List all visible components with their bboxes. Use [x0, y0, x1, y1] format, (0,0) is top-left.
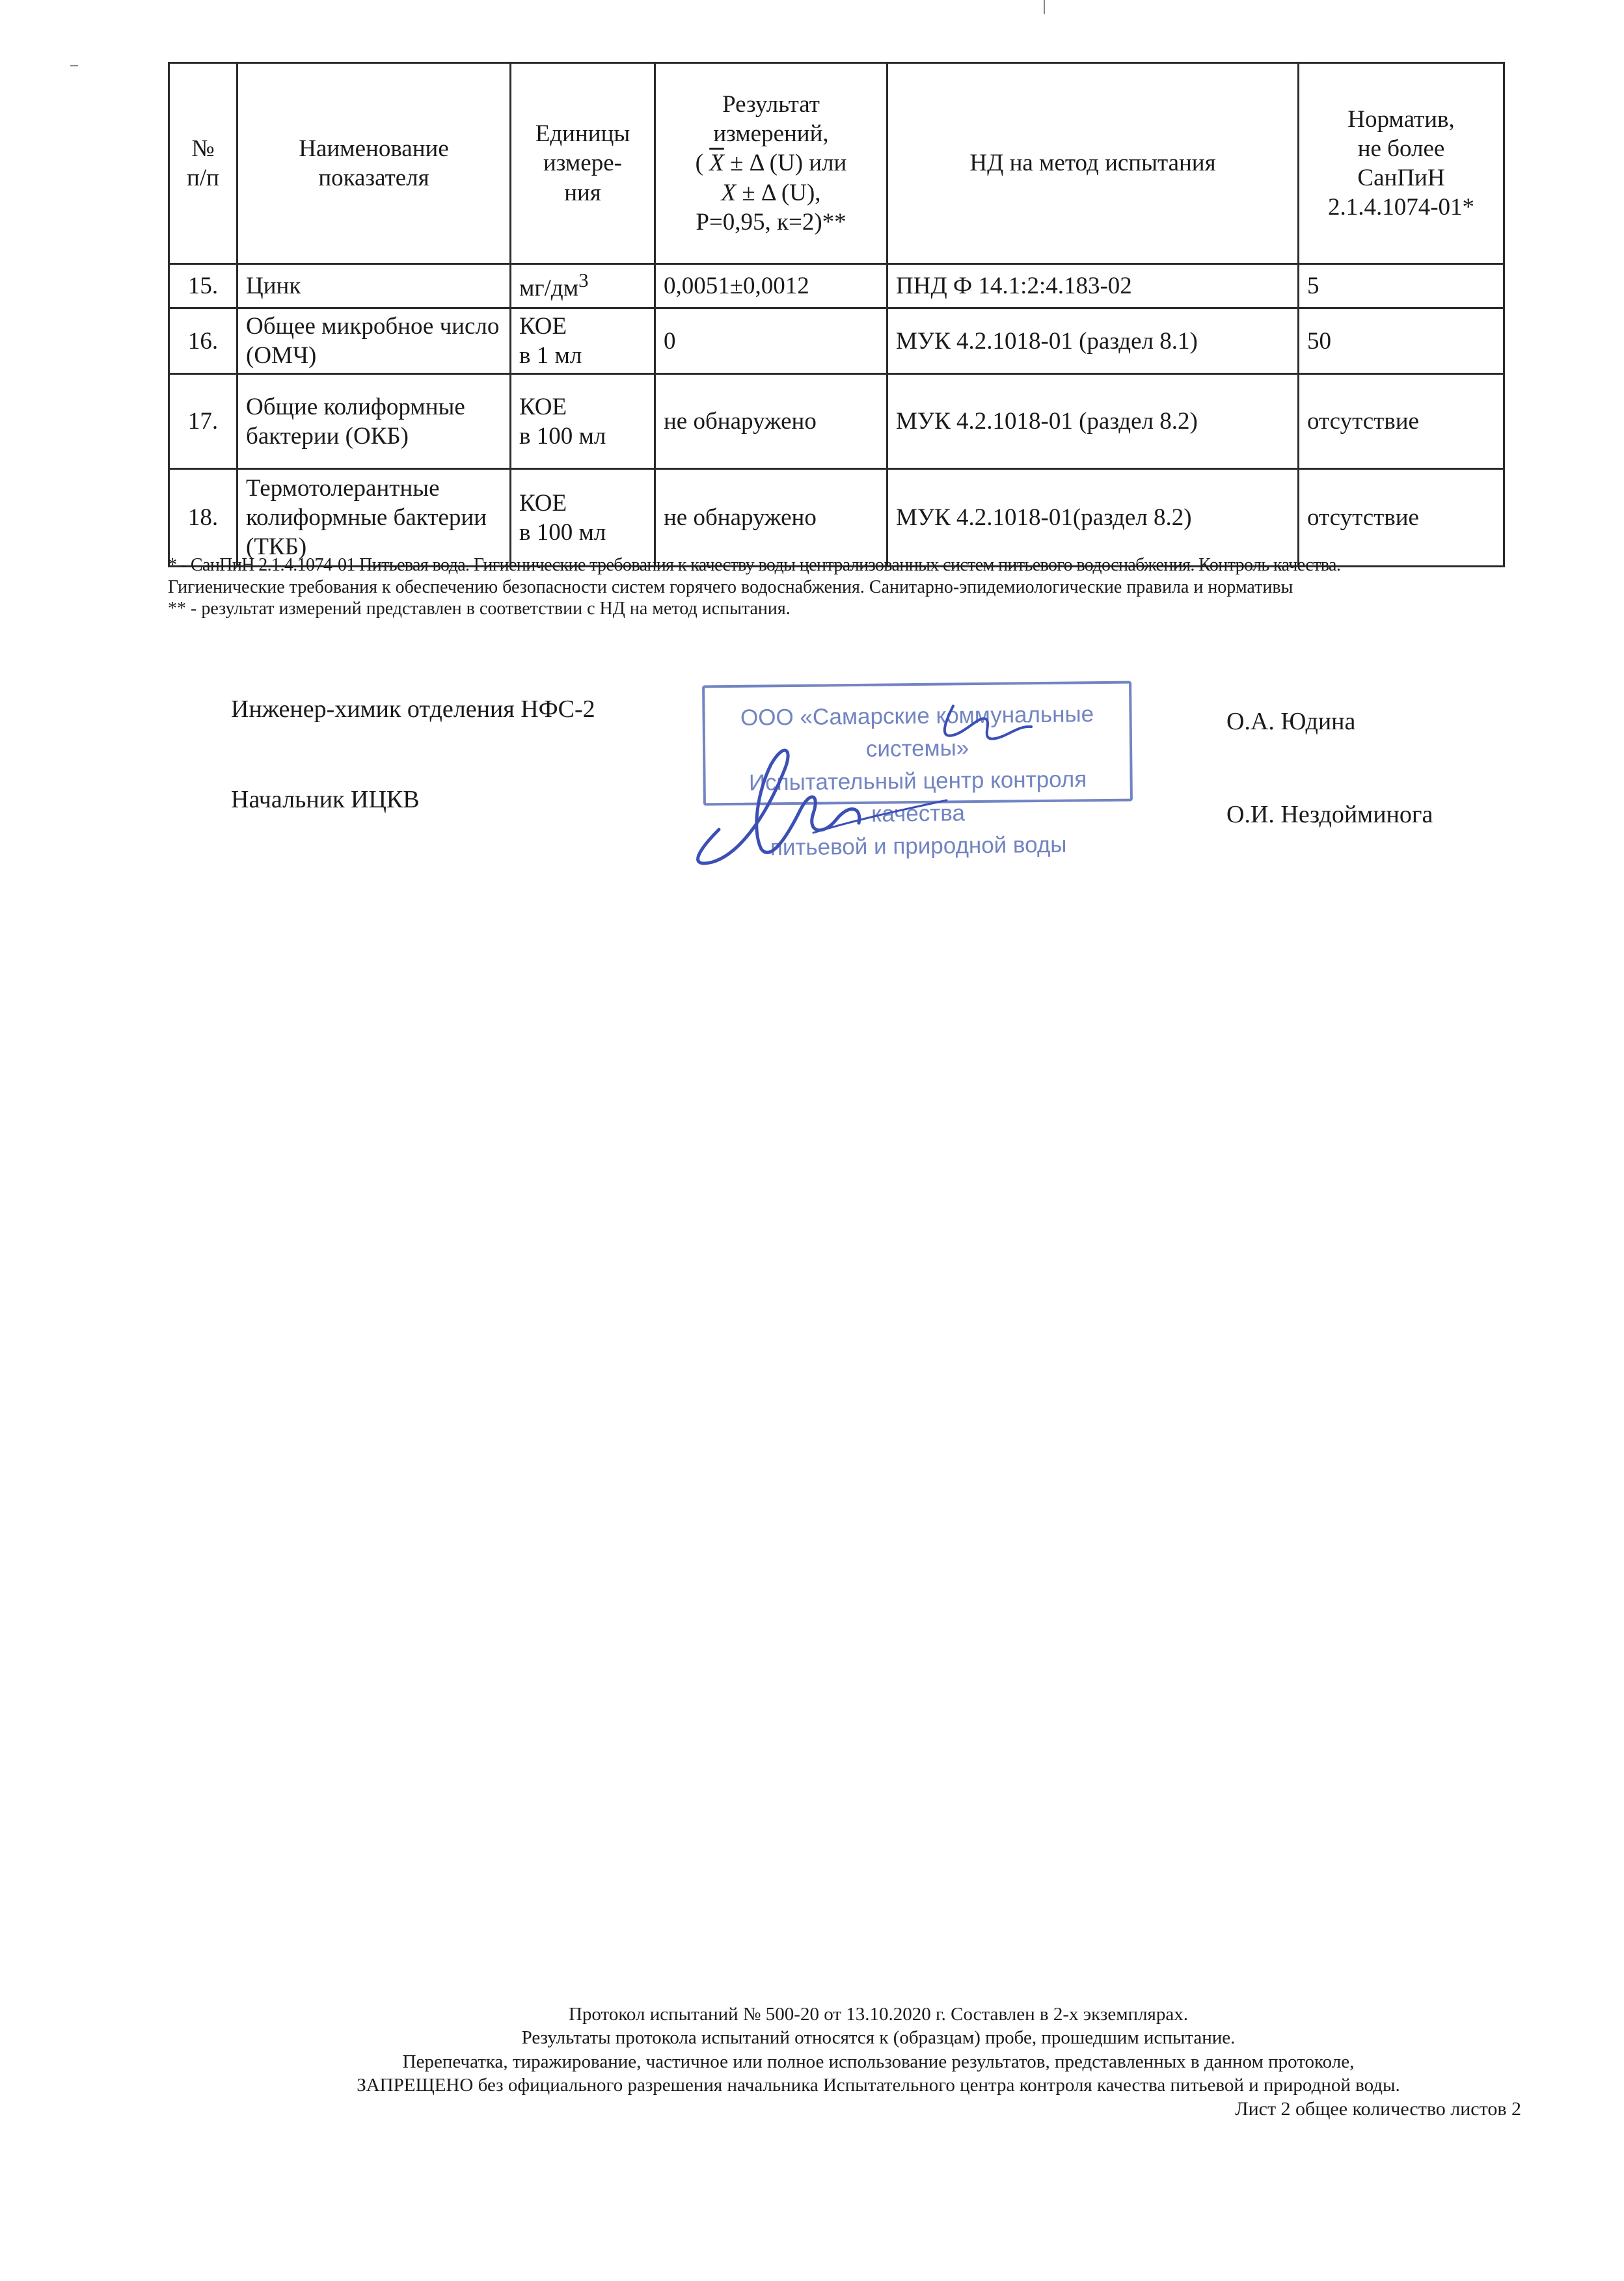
row-num: 17.: [169, 374, 237, 469]
row-result: 0: [655, 308, 887, 374]
notice-line-3: Перепечатка, тиражирование, частичное или полное использование результатов, представленных в данном протоколе,: [402, 2051, 1355, 2072]
row-method: МУК 4.2.1018-01 (раздел 8.2): [887, 374, 1299, 469]
row-num: 16.: [169, 308, 237, 374]
footnote-sanpin-cont: Гигиенические требования к обеспечению безопасности систем горячего водоснабжения. Санитарно-эпидемиологические правила и нормативы: [168, 576, 1293, 597]
table-row: [169, 469, 1504, 567]
table-row: [169, 264, 1504, 308]
row-num: 15.: [169, 264, 237, 308]
signature-stroke-main: [698, 750, 859, 863]
footnotes: [168, 554, 1534, 620]
row-units: КОЕ в 100 мл: [511, 469, 655, 567]
row-result: не обнаружено: [655, 374, 887, 469]
row-result: 0,0051±0,0012: [655, 264, 887, 308]
stamp-line-2: Испытательный центр контроля качества: [748, 766, 1087, 827]
row-num: 18.: [169, 469, 237, 567]
row-method: ПНД Ф 14.1:2:4.183-02: [887, 264, 1299, 308]
stamp-line-3: питьевой и природной воды: [770, 831, 1067, 861]
header-norm: Норматив, не более СанПиН 2.1.4.1074-01*: [1299, 63, 1504, 264]
signature-stroke-upper: [945, 706, 1031, 739]
header-units: Единицы измере- ния: [511, 63, 655, 264]
protocol-notice: [163, 2003, 1594, 2097]
notice-line-4: ЗАПРЕЩЕНО без официального разрешения начальника Испытательного центра контроля качества питьевой и природной воды.: [357, 2074, 1400, 2096]
header-method: НД на метод испытания: [887, 63, 1299, 264]
notice-line-1: Протокол испытаний № 500-20 от 13.10.2020 г. Составлен в 2-х экземплярах.: [568, 2004, 1189, 2025]
row-method: МУК 4.2.1018-01(раздел 8.2): [887, 469, 1299, 567]
stamp-line-1: ООО «Самарские коммунальные системы»: [740, 701, 1094, 762]
row-result: не обнаружено: [655, 469, 887, 567]
footnote-sanpin: * - СанПиН 2.1.4.1074-01 Питьевая вода. Гигиенические требования к качеству воды централизованных систем питьевого водоснабжения. Контроль качества.: [168, 555, 1341, 575]
table-header-row: [169, 63, 1504, 264]
row-name: Термотолерантные колиформные бактерии (ТКБ): [237, 469, 511, 567]
results-table: [168, 62, 1505, 567]
row-name: Общие колиформные бактерии (ОКБ): [237, 374, 511, 469]
table-row: [169, 308, 1504, 374]
row-norm: 5: [1299, 264, 1504, 308]
row-norm: отсутствие: [1299, 469, 1504, 567]
sheet-counter: Лист 2 общее количество листов 2: [1235, 2098, 1521, 2120]
header-num: № п/п: [169, 63, 237, 264]
header-result: Результат измерений, ( $\overline{X} \pm \Delta$ (U) или X ± Δ (U), P=0,95, к=2)**: [655, 63, 887, 264]
table-row: [169, 374, 1504, 469]
row-name: Общее микробное число (ОМЧ): [237, 308, 511, 374]
signature-stroke-underline: [813, 800, 947, 833]
row-norm: отсутствие: [1299, 374, 1504, 469]
row-name: Цинк: [237, 264, 511, 308]
row-norm: 50: [1299, 308, 1504, 374]
scan-mark-left: [70, 65, 78, 66]
footnote-measurement: ** - результат измерений представлен в соответствии с НД на метод испытания.: [168, 599, 791, 619]
row-method: МУК 4.2.1018-01 (раздел 8.1): [887, 308, 1299, 374]
signer-name-yudina: О.А. Юдина: [1226, 708, 1356, 735]
handwritten-signature: [673, 680, 1038, 869]
signer-title-head: Начальник ИЦКВ: [231, 786, 420, 813]
row-units: КОЕ в 100 мл: [511, 374, 655, 469]
signer-name-nezdoyminoga: О.И. Нездойминога: [1226, 801, 1433, 828]
signer-title-engineer: Инженер-химик отделения НФС-2: [231, 695, 595, 723]
row-units: $мг/дм^3$: [511, 264, 655, 308]
scan-mark-top: [1044, 0, 1045, 14]
notice-line-2: Результаты протокола испытаний относятся к (образцам) пробе, прошедшим испытание.: [521, 2027, 1236, 2049]
row-units: КОЕ в 1 мл: [511, 308, 655, 374]
header-name: Наименование показателя: [237, 63, 511, 264]
